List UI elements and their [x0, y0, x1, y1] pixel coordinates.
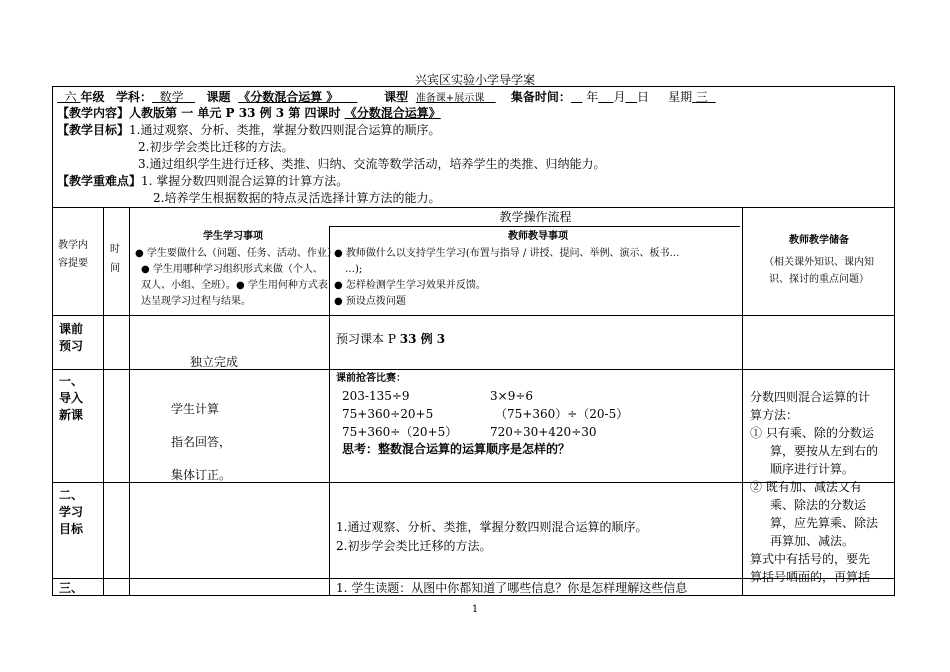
student-title: 学生学习事项 [203, 231, 263, 242]
reserve-line: 顺序进行计算。 [770, 462, 855, 476]
reserve-line: ② 既有加、减法又有 [750, 480, 862, 494]
row-label-intro: 导入 [59, 391, 84, 405]
reserve-line: 乘、除法的分数运 [770, 498, 867, 512]
intro-student: 学生计算 [171, 402, 220, 416]
col-content-header: 容提要 [58, 258, 88, 269]
contest-expression: 75+360÷（20+5） [342, 425, 458, 439]
row-label-goals: 学习 [59, 505, 84, 519]
col-divider [129, 207, 130, 595]
page-number: 1 [471, 604, 479, 615]
teacher-note: ● 预设点拨问题 [334, 296, 406, 307]
goal-item: 2.初步学会类比迁移的方法。 [138, 140, 294, 154]
teaching-content: 【教学内容】人教版第 一 单元 P 33 例 3 第 四课时 《分数混合运算》 [57, 106, 441, 120]
reserve-note: （相关课外知识、课内知 [764, 257, 874, 268]
row-label-preview: 预习 [59, 339, 84, 353]
teacher-note: ● 怎样检测学生学习效果并反馈。 [334, 280, 486, 291]
intro-student: 集体订正。 [171, 468, 232, 482]
lesson-plan-table [52, 86, 895, 596]
flow-divider [329, 226, 740, 227]
student-note: ● 学生用哪种学习组织形式来做（个人、 [141, 264, 323, 275]
reserve-line: ① 只有乘、除的分数运 [750, 426, 874, 440]
teaching-goals: 【教学目标】1.通过观察、分析、类推，掌握分数四则混合运算的顺序。 [57, 123, 441, 137]
row-divider [53, 207, 894, 208]
preview-teacher: 预习课本 P 33 例 3 [336, 332, 446, 346]
preview-student: 独立完成 [190, 355, 239, 369]
row-label-third: 三、 [59, 581, 84, 595]
row-divider [53, 315, 894, 316]
key-point-item: 2.培养学生根据数据的特点灵活选择计算方法的能力。 [153, 191, 441, 205]
reserve-title: 教师教学储备 [789, 235, 849, 246]
intro-student: 指名回答， [171, 435, 232, 449]
student-note: ● 学生要做什么（问题、任务、活动、作业） [135, 248, 337, 259]
row-goal-item: 1.通过观察、分析、类推，掌握分数四则混合运算的顺序。 [336, 520, 648, 534]
student-note: 达呈现学习过程与结果。 [141, 296, 251, 307]
contest-expression: 203-135÷9 [342, 389, 410, 403]
row-divider [53, 369, 894, 370]
reserve-line: 算括号哂面的，再算括 [750, 570, 871, 584]
contest-title: 课前抢答比赛： [336, 373, 406, 384]
col-time-header: 间 [110, 263, 120, 274]
row-label-intro: 一、 [59, 374, 84, 388]
goal-item: 3.通过组织学生进行迁移、类推、归纳、交流等数学活动，培养学生的类推、归纳能力。 [138, 157, 606, 171]
row-label-goals: 目标 [59, 522, 84, 536]
third-teacher: 1. 学生读题：从图中你都知道了哪些信息？你是怎样理解这些信息 [336, 581, 688, 595]
teacher-note: …); [345, 264, 363, 275]
contest-expression: （75+360）÷（20-5） [495, 407, 629, 421]
reserve-line: 算式中有括号的，要先 [750, 552, 871, 566]
col-time-header: 时 [110, 244, 120, 255]
key-points: 【教学重难点】1. 掌握分数四则混合运算的计算方法。 [57, 174, 349, 188]
flow-title: 教学操作流程 [499, 210, 572, 224]
reserve-line: 算，要按从左到右的 [770, 444, 879, 458]
student-note: 双人、小组、全班）。● 学生用何种方式表 [141, 280, 328, 291]
header-line: 六 年级 学科： 数学 课题 《分数混合运算 》 课型 准备课+展示课 集备时间： 年 月 日 星期 三 [64, 90, 708, 104]
reserve-line: 分数四则混合运算的计 [750, 390, 871, 404]
col-content-header: 教学内 [58, 240, 88, 251]
school-title: 兴宾区实验小学导学案 [414, 73, 535, 87]
row-label-preview: 课前 [59, 322, 84, 336]
teacher-title: 教师教导事项 [508, 231, 568, 242]
reserve-note: 识、探讨的重点问题） [769, 274, 869, 285]
contest-expression: 75+360÷20+5 [342, 407, 434, 421]
contest-expression: 720÷30+420÷30 [490, 425, 597, 439]
row-goal-item: 2.初步学会类比迁移的方法。 [336, 539, 492, 553]
reserve-line: 算方法： [750, 408, 799, 422]
contest-expression: 3×9÷6 [490, 389, 534, 403]
row-label-intro: 新课 [59, 408, 84, 422]
col-divider [329, 226, 330, 595]
teacher-note: ● 教师做什么以支持学生学习(布置与指导 / 讲授、提问、举例、演示、板书… [334, 248, 680, 259]
row-label-goals: 二、 [59, 488, 84, 502]
think-question: 思考：整数混合运算的运算顺序是怎样的？ [342, 442, 571, 456]
reserve-line: 再算加、减法。 [770, 534, 855, 548]
col-divider [103, 207, 104, 595]
reserve-line: 算，应先算乘、除法 [770, 516, 879, 530]
